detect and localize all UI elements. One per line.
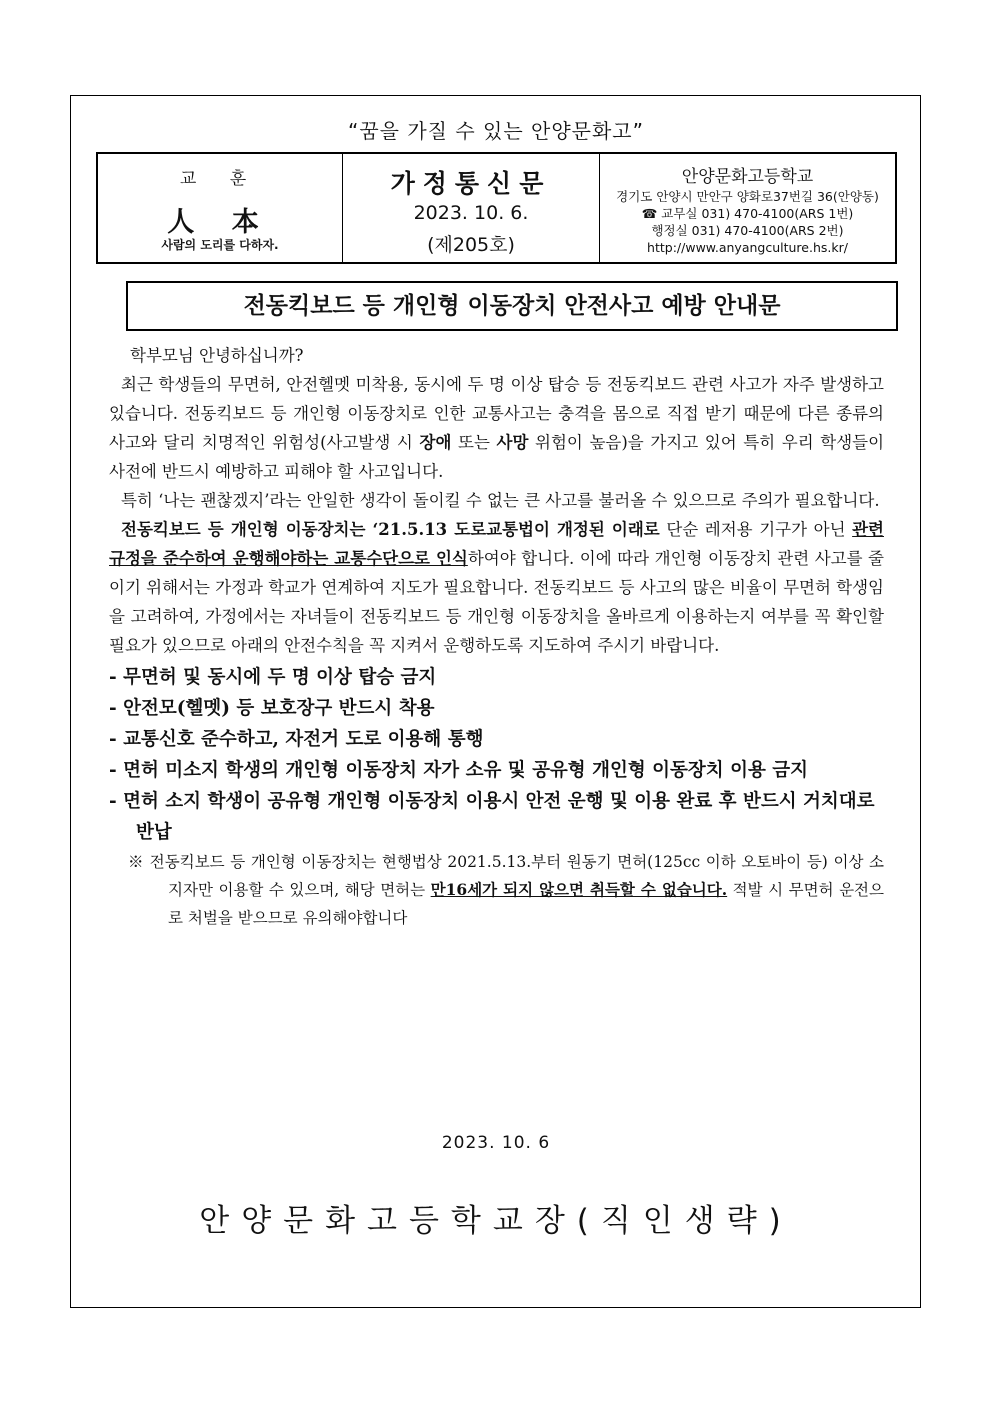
safety-rule: - 면허 미소지 학생의 개인형 이동장치 자가 소유 및 공유형 개인형 이동장치 이용 금지 [109, 760, 809, 781]
creed-label: 교 훈 [179, 169, 261, 189]
creed-value: 人 本 [167, 207, 273, 238]
admin-phone: 행정실 031) 470-4100(ARS 2번) [651, 223, 844, 238]
paragraph-2: 특히 ‘나는 괜찮겠지’라는 안일한 생각이 돌이킬 수 없는 큰 사고를 불러올 수 있으므로 주의가 필요합니다. [121, 491, 880, 510]
creed-subtitle: 사람의 도리를 다하자. [161, 238, 279, 252]
safety-rule: - 교통신호 준수하고, 자전거 도로 이용해 통행 [109, 729, 484, 750]
document-title: 전동킥보드 등 개인형 이동장치 안전사고 예방 안내문 [126, 281, 898, 331]
paragraph-1: 최근 학생들의 무면허, 안전헬멧 미착용, 동시에 두 명 이상 탑승 등 전동킥보드 관련 사고가 자주 발생하고 있습니다. 전동킥보드 등 개인형 이동장치로 인한 교통사고는 충격을 몸으로 직접 받기 때문에 다른 종류의 사고와 달리 치명적인 위험성(사고발생 시 장애 또는 사망 위험이 높음)을 가지고 있어 특히 우리 학생들이 사전에 반드시 예방하고 피해야 할 사고입니다. [109, 375, 885, 481]
school-contact [600, 188, 895, 256]
issue-number: (제205호) [427, 234, 515, 256]
newsletter-title: 가정통신문 [390, 169, 552, 198]
school-website[interactable]: http://www.anyangculture.hs.kr/ [647, 240, 848, 255]
paragraph-3: 전동킥보드 등 개인형 이동장치는 ‘21.5.13 도로교통법이 개정된 이래로 단순 레저용 기구가 아닌 관련 규정을 준수하여 운행해야하는 교통수단으로 인식하여야 합니다. 이에 따라 개인형 이동장치 관련 사고를 줄이기 위해서는 가정과 학교가 연계하여 지도가 필요합니다. 전동킥보드 등 사고의 많은 비율이 무면허 학생임을 고려하여, 가정에서는 자녀들이 전동킥보드 등 개인형 이동장치을 올바르게 이용하는지 여부를 꼭 확인할 필요가 있으므로 아래의 안전수칙을 꼭 지켜서 운행하도록 지도하여 주시기 바랍니다. [109, 520, 884, 655]
school-motto: “꿈을 가질 수 있는 안양문화고” [348, 119, 644, 143]
school-contact-cell [600, 154, 895, 262]
principal-signature: 안양문화고등학교장(직인생략) [199, 1203, 793, 1239]
newsletter-date: 2023. 10. 6. [413, 202, 529, 224]
footer-date: 2023. 10. 6 [441, 1133, 551, 1153]
safety-rule: - 안전모(헬멧) 등 보호장구 반드시 착용 [109, 698, 435, 719]
office-phone: ☎ 교무실 031) 470-4100(ARS 1번) [641, 206, 854, 221]
document-body [109, 341, 884, 932]
newsletter-header [96, 152, 897, 264]
school-creed-cell [98, 154, 343, 262]
school-name: 안양문화고등학교 [681, 167, 814, 187]
license-note: ※ 전동킥보드 등 개인형 이동장치는 현행법상 2021.5.13.부터 원동기 면허(125cc 이하 오토바이 등) 이상 소지자만 이용할 수 있으며, 해당 면허는 만16세가 되지 않으면 취득할 수 없습니다. 적발 시 무면허 운전으로 처벌을 받으므로 유의해야합니다 [128, 853, 884, 927]
school-address: 경기도 안양시 만안구 양화로37번길 36(안양동) [616, 189, 879, 204]
safety-rule: - 무면허 및 동시에 두 명 이상 탑승 금지 [109, 667, 437, 688]
safety-rules-list [109, 662, 884, 848]
greeting: 학부모님 안녕하십니까? [130, 346, 304, 365]
newsletter-info-cell [343, 154, 600, 262]
safety-rule: - 면허 소지 학생이 공유형 개인형 이동장치 이용시 안전 운행 및 이용 완료 후 반드시 거치대로 반납 [109, 791, 875, 843]
